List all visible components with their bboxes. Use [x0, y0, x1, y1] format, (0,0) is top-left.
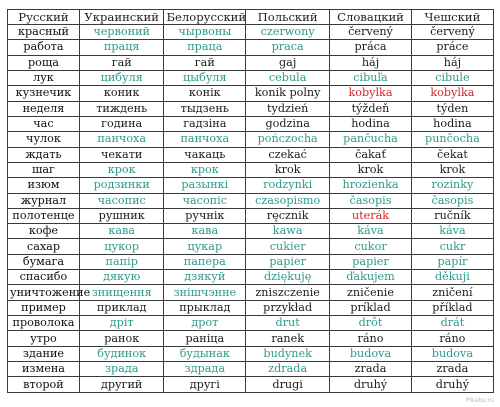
- cell-belarusian: часопіс: [164, 193, 246, 208]
- cell-slovak: príklad: [330, 300, 412, 315]
- cell-czech: čekat: [411, 147, 493, 162]
- table-row: [8, 270, 494, 285]
- cell-ukrainian: родзинки: [79, 178, 164, 193]
- cell-ukrainian: праця: [79, 40, 164, 55]
- table-row: [8, 116, 494, 131]
- cell-polish: pończocha: [246, 132, 330, 147]
- table-row: [8, 208, 494, 223]
- cell-czech: budova: [411, 346, 493, 361]
- table-row: [8, 377, 494, 393]
- cell-ukrainian: другий: [79, 377, 164, 393]
- cell-czech: háj: [411, 55, 493, 70]
- table-row: [8, 147, 494, 162]
- watermark: Pikabu.ru: [466, 397, 494, 404]
- cell-ukrainian: папір: [79, 254, 164, 269]
- header-polish: Польский: [246, 10, 330, 25]
- cell-belarusian: чакаць: [164, 147, 246, 162]
- cell-belarusian: знішчэнне: [164, 285, 246, 300]
- cell-russian: работа: [8, 40, 80, 55]
- cell-polish: papier: [246, 254, 330, 269]
- cell-russian: измена: [8, 362, 80, 377]
- cell-belarusian: здрада: [164, 362, 246, 377]
- cell-slovak: časopis: [330, 193, 412, 208]
- table-body: [8, 24, 494, 392]
- cell-belarusian: прыклад: [164, 300, 246, 315]
- cell-slovak: hodina: [330, 116, 412, 131]
- cell-belarusian: тыдзень: [164, 101, 246, 116]
- cell-czech: zrada: [411, 362, 493, 377]
- cell-slovak: červený: [330, 24, 412, 39]
- cell-slovak: uterák: [330, 208, 412, 223]
- cell-russian: бумага: [8, 254, 80, 269]
- cell-polish: drut: [246, 316, 330, 331]
- cell-czech: káva: [411, 224, 493, 239]
- header-ukrainian: Украинский: [79, 10, 164, 25]
- cell-ukrainian: дякую: [79, 270, 164, 285]
- cell-ukrainian: рушник: [79, 208, 164, 223]
- cell-polish: cebula: [246, 70, 330, 85]
- cell-ukrainian: приклад: [79, 300, 164, 315]
- cell-slovak: pančucha: [330, 132, 412, 147]
- cell-russian: второй: [8, 377, 80, 393]
- table-row: [8, 178, 494, 193]
- cell-slovak: ráno: [330, 331, 412, 346]
- table-row: [8, 224, 494, 239]
- cell-russian: красный: [8, 24, 80, 39]
- table-row: [8, 331, 494, 346]
- cell-belarusian: папера: [164, 254, 246, 269]
- cell-slovak: čakať: [330, 147, 412, 162]
- cell-czech: ručník: [411, 208, 493, 223]
- cell-russian: шаг: [8, 162, 80, 177]
- header-czech: Чешский: [411, 10, 493, 25]
- cell-belarusian: раніца: [164, 331, 246, 346]
- cell-czech: punčocha: [411, 132, 493, 147]
- table-row: [8, 300, 494, 315]
- cell-polish: czerwony: [246, 24, 330, 39]
- cell-slovak: drôt: [330, 316, 412, 331]
- cell-russian: сахар: [8, 239, 80, 254]
- cell-belarusian: гай: [164, 55, 246, 70]
- cell-polish: gaj: [246, 55, 330, 70]
- cell-ukrainian: зрада: [79, 362, 164, 377]
- cell-czech: příklad: [411, 300, 493, 315]
- cell-slovak: ďakujem: [330, 270, 412, 285]
- cell-ukrainian: гай: [79, 55, 164, 70]
- cell-polish: budynek: [246, 346, 330, 361]
- cell-belarusian: дрот: [164, 316, 246, 331]
- cell-czech: cibule: [411, 70, 493, 85]
- cell-belarusian: конік: [164, 86, 246, 101]
- cell-russian: кузнечик: [8, 86, 80, 101]
- cell-belarusian: ручнік: [164, 208, 246, 223]
- comparison-table-container: [7, 9, 494, 393]
- cell-polish: czekać: [246, 147, 330, 162]
- table-row: [8, 285, 494, 300]
- cell-russian: лук: [8, 70, 80, 85]
- cell-belarusian: цукар: [164, 239, 246, 254]
- cell-czech: drát: [411, 316, 493, 331]
- cell-czech: papír: [411, 254, 493, 269]
- cell-belarusian: крок: [164, 162, 246, 177]
- cell-slovak: týždeň: [330, 101, 412, 116]
- cell-polish: cukier: [246, 239, 330, 254]
- cell-slovak: cibuľa: [330, 70, 412, 85]
- cell-czech: krok: [411, 162, 493, 177]
- cell-belarusian: будынак: [164, 346, 246, 361]
- cell-russian: чулок: [8, 132, 80, 147]
- cell-ukrainian: знищення: [79, 285, 164, 300]
- slavic-words-comparison-table: [7, 9, 494, 393]
- cell-belarusian: чырвоны: [164, 24, 246, 39]
- cell-russian: кофе: [8, 224, 80, 239]
- cell-czech: cukr: [411, 239, 493, 254]
- table-row: [8, 346, 494, 361]
- table-row: [8, 40, 494, 55]
- header-belarusian: Белорусский: [164, 10, 246, 25]
- header-russian: Русский: [8, 10, 80, 25]
- cell-russian: изюм: [8, 178, 80, 193]
- cell-ukrainian: панчоха: [79, 132, 164, 147]
- cell-slovak: druhý: [330, 377, 412, 393]
- cell-czech: týden: [411, 101, 493, 116]
- cell-ukrainian: крок: [79, 162, 164, 177]
- cell-polish: zdrada: [246, 362, 330, 377]
- cell-polish: drugi: [246, 377, 330, 393]
- cell-polish: krok: [246, 162, 330, 177]
- cell-polish: czasopismo: [246, 193, 330, 208]
- cell-belarusian: цыбуля: [164, 70, 246, 85]
- cell-ukrainian: тиждень: [79, 101, 164, 116]
- cell-belarusian: другі: [164, 377, 246, 393]
- cell-ukrainian: цукор: [79, 239, 164, 254]
- cell-russian: пример: [8, 300, 80, 315]
- cell-ukrainian: ранок: [79, 331, 164, 346]
- cell-slovak: zrada: [330, 362, 412, 377]
- cell-slovak: cukor: [330, 239, 412, 254]
- cell-slovak: háj: [330, 55, 412, 70]
- cell-slovak: zničenie: [330, 285, 412, 300]
- cell-russian: час: [8, 116, 80, 131]
- table-row: [8, 162, 494, 177]
- cell-slovak: hrozienka: [330, 178, 412, 193]
- cell-polish: ręcznik: [246, 208, 330, 223]
- cell-belarusian: дзякуй: [164, 270, 246, 285]
- cell-ukrainian: кава: [79, 224, 164, 239]
- cell-belarusian: гадзіна: [164, 116, 246, 131]
- cell-russian: спасибо: [8, 270, 80, 285]
- cell-polish: dziękuję: [246, 270, 330, 285]
- table-row: [8, 132, 494, 147]
- cell-russian: проволока: [8, 316, 80, 331]
- table-row: [8, 24, 494, 39]
- table-row: [8, 239, 494, 254]
- cell-polish: kawa: [246, 224, 330, 239]
- cell-czech: ráno: [411, 331, 493, 346]
- cell-ukrainian: цибуля: [79, 70, 164, 85]
- cell-russian: неделя: [8, 101, 80, 116]
- cell-russian: журнал: [8, 193, 80, 208]
- table-row: [8, 316, 494, 331]
- cell-polish: praca: [246, 40, 330, 55]
- cell-ukrainian: часопис: [79, 193, 164, 208]
- cell-slovak: budova: [330, 346, 412, 361]
- table-header-row: [8, 10, 494, 25]
- cell-polish: godzina: [246, 116, 330, 131]
- cell-belarusian: кава: [164, 224, 246, 239]
- cell-polish: konik polny: [246, 86, 330, 101]
- cell-ukrainian: червоний: [79, 24, 164, 39]
- table-row: [8, 70, 494, 85]
- table-row: [8, 193, 494, 208]
- cell-czech: hodina: [411, 116, 493, 131]
- cell-czech: práce: [411, 40, 493, 55]
- cell-polish: zniszczenie: [246, 285, 330, 300]
- cell-polish: tydzień: [246, 101, 330, 116]
- cell-ukrainian: дріт: [79, 316, 164, 331]
- cell-russian: роща: [8, 55, 80, 70]
- cell-slovak: práca: [330, 40, 412, 55]
- cell-polish: rodzynki: [246, 178, 330, 193]
- table-row: [8, 254, 494, 269]
- cell-russian: уничтожение: [8, 285, 80, 300]
- cell-belarusian: разынкі: [164, 178, 246, 193]
- cell-russian: полотенце: [8, 208, 80, 223]
- cell-belarusian: панчоха: [164, 132, 246, 147]
- cell-czech: časopis: [411, 193, 493, 208]
- cell-russian: утро: [8, 331, 80, 346]
- header-slovak: Словацкий: [330, 10, 412, 25]
- cell-polish: przykład: [246, 300, 330, 315]
- cell-czech: zničení: [411, 285, 493, 300]
- cell-belarusian: праца: [164, 40, 246, 55]
- table-row: [8, 362, 494, 377]
- cell-polish: ranek: [246, 331, 330, 346]
- cell-russian: ждать: [8, 147, 80, 162]
- cell-ukrainian: чекати: [79, 147, 164, 162]
- cell-ukrainian: коник: [79, 86, 164, 101]
- cell-slovak: papier: [330, 254, 412, 269]
- cell-slovak: káva: [330, 224, 412, 239]
- cell-czech: druhý: [411, 377, 493, 393]
- cell-slovak: krok: [330, 162, 412, 177]
- cell-czech: rozinky: [411, 178, 493, 193]
- table-row: [8, 86, 494, 101]
- cell-ukrainian: будинок: [79, 346, 164, 361]
- cell-czech: kobylka: [411, 86, 493, 101]
- cell-czech: děkuji: [411, 270, 493, 285]
- cell-czech: červený: [411, 24, 493, 39]
- table-row: [8, 101, 494, 116]
- cell-slovak: kobylka: [330, 86, 412, 101]
- table-row: [8, 55, 494, 70]
- cell-ukrainian: година: [79, 116, 164, 131]
- cell-russian: здание: [8, 346, 80, 361]
